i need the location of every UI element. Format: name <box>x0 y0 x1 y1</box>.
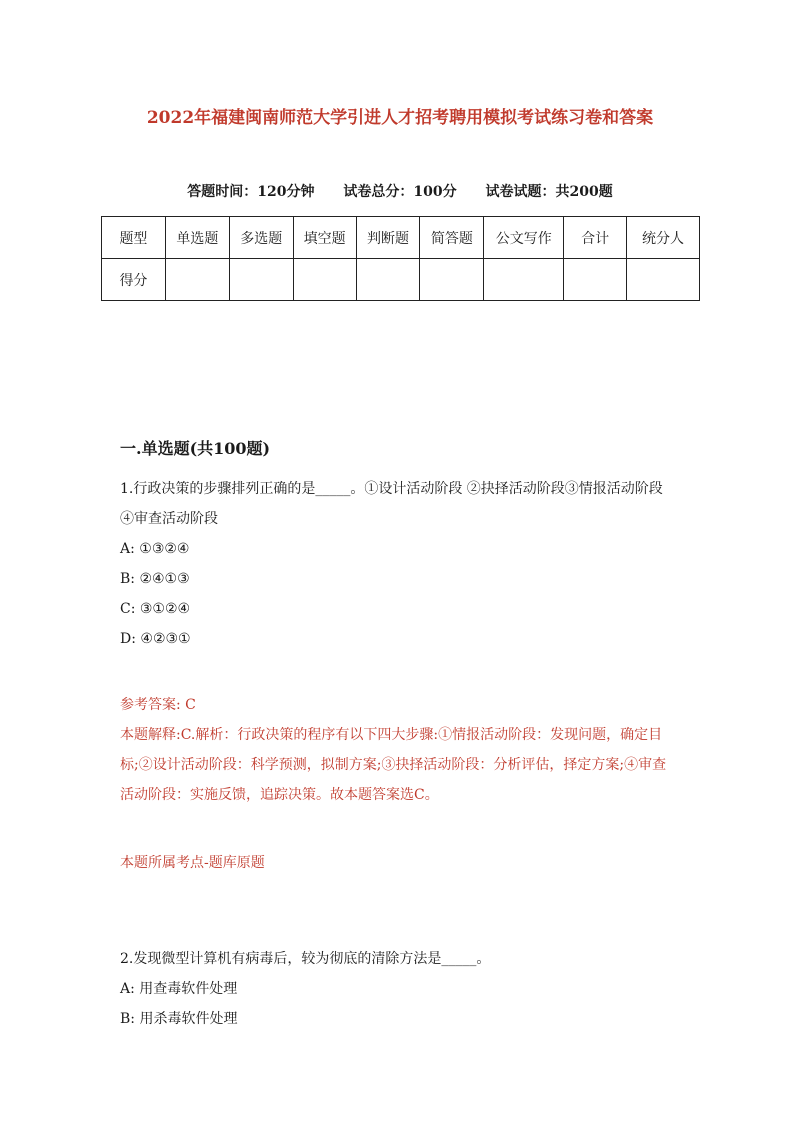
question-stem: 2.发现微型计算机有病毒后，较为彻底的清除方法是_____。 <box>120 951 491 967</box>
score-header-cell: 合计 <box>564 217 627 259</box>
score-header-cell: 填空题 <box>293 217 356 259</box>
question-2 <box>120 944 680 1034</box>
score-table <box>101 216 700 301</box>
score-cell <box>229 259 293 301</box>
option-b: B: ②④①③ <box>120 571 190 587</box>
score-table-score-row <box>102 259 700 301</box>
score-header-cell: 判断题 <box>356 217 420 259</box>
question-1 <box>120 474 680 654</box>
exam-total-score: 试卷总分：100分 <box>343 184 457 200</box>
exam-question-count: 试卷试题：共200题 <box>485 184 613 200</box>
score-header-cell: 统分人 <box>627 217 700 259</box>
score-header-cell: 单选题 <box>165 217 229 259</box>
option-a: A: 用查毒软件处理 <box>120 981 238 997</box>
score-cell <box>293 259 356 301</box>
document-title: 2022年福建闽南师范大学引进人才招考聘用模拟考试练习卷和答案 <box>146 108 654 128</box>
option-a: A: ①③②④ <box>120 541 190 557</box>
score-cell <box>165 259 229 301</box>
score-header-cell: 公文写作 <box>484 217 564 259</box>
score-row-label: 得分 <box>102 259 166 301</box>
question-source: 本题所属考点-题库原题 <box>120 855 265 871</box>
score-cell <box>627 259 700 301</box>
question-stem: 1.行政决策的步骤排列正确的是_____。①设计活动阶段 ②抉择活动阶段③情报活动阶段 ④审查活动阶段 <box>120 481 663 527</box>
score-cell <box>564 259 627 301</box>
score-header-cell: 简答题 <box>420 217 484 259</box>
score-cell <box>484 259 564 301</box>
option-c: C: ③①②④ <box>120 601 191 617</box>
reference-answer: 参考答案: C <box>120 697 196 713</box>
score-table-header-row <box>102 217 700 259</box>
answer-explanation: 本题解释:C.解析：行政决策的程序有以下四大步骤:①情报活动阶段：发现问题，确定目标;②设计活动阶段：科学预测，拟制方案;③抉择活动阶段：分析评估，择定方案;④审查活动阶段：实施反馈，追踪决策。故本题答案选C。 <box>120 727 667 803</box>
score-cell <box>356 259 420 301</box>
option-d: D: ④②③① <box>120 631 191 647</box>
answer-block <box>120 690 680 810</box>
exam-time: 答题时间：120分钟 <box>187 184 315 200</box>
exam-meta <box>0 181 800 201</box>
option-b: B: 用杀毒软件处理 <box>120 1011 238 1027</box>
score-cell <box>420 259 484 301</box>
score-header-cell: 多选题 <box>229 217 293 259</box>
score-header-cell: 题型 <box>102 217 166 259</box>
section-heading: 一.单选题(共100题) <box>120 439 271 458</box>
